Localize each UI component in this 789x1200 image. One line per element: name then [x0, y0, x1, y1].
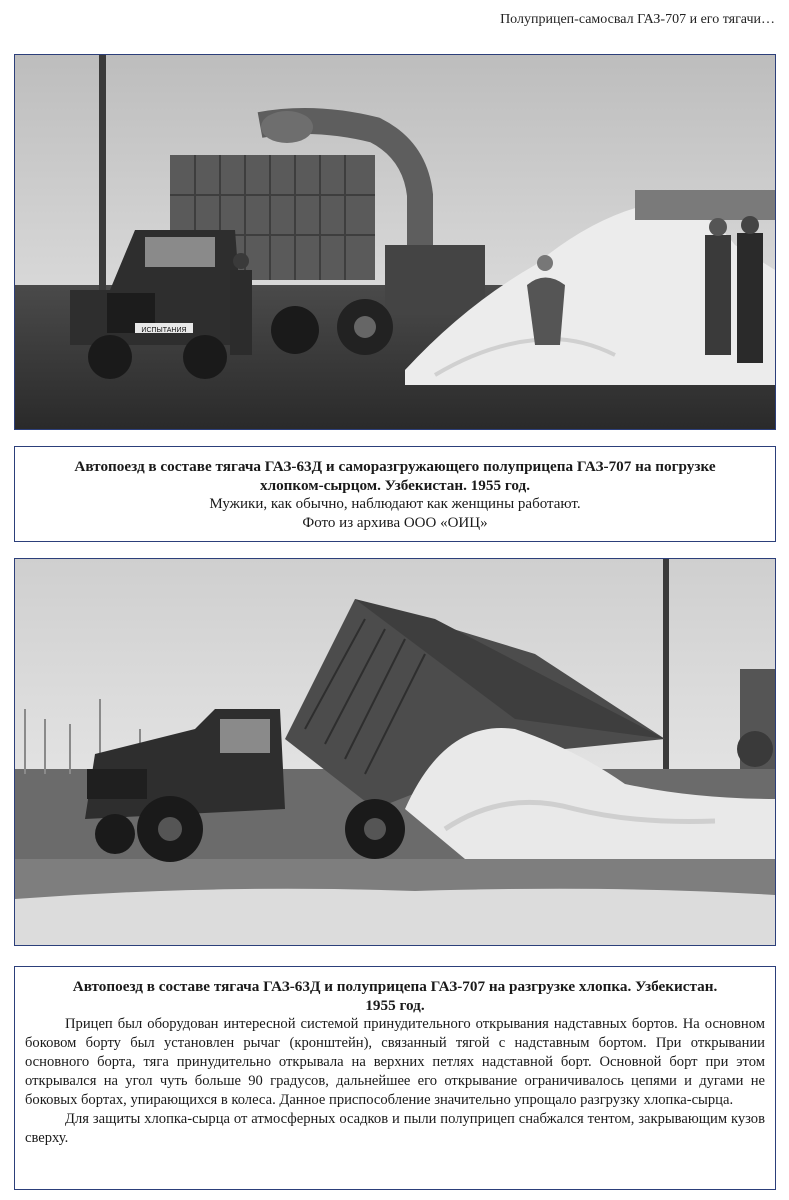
photo-caption-2 [14, 966, 776, 1190]
photo-caption-1 [14, 446, 776, 542]
photo-cotton-unloading-image [15, 559, 775, 945]
caption-2-title: Автопоезд в составе тягача ГАЗ-63Д и полуприцепа ГАЗ-707 на разгрузке хлопка. Узбекистан. 1955 год. [72, 978, 718, 1014]
photo-cotton-loading [14, 54, 776, 430]
caption-2-paragraph-1: Прицеп был оборудован интересной системой принудительного открывания надставных бортов. На основном боковом борту был установлен рычаг (кронштейн), связанный тягой с надставным бортом. При открывании основного борта, тяга принудительно открывала на верхних петлях надставной борт. Основной борт при этом открывался на угол чуть больше 90 градусов, дальнейшее его открывание ограничивалось цепями и дугами не боковых бортах, упирающихся в колеса. Данное приспособление значительно упрощало разгрузку хлопка-сырца. [25, 1016, 765, 1108]
caption-1-title: Автопоезд в составе тягача ГАЗ-63Д и саморазгружающего полуприцепа ГАЗ-707 на погрузке хлопком-сырцом. Узбекистан. 1955 год. [74, 458, 716, 494]
caption-2-paragraph-2: Для защиты хлопка-сырца от атмосферных осадков и пыли полуприцеп снабжался тентом, закрывающим кузов сверху. [25, 1111, 765, 1146]
photo-cotton-unloading [14, 558, 776, 946]
running-header: Полуприцеп-самосвал ГАЗ-707 и его тягачи… [500, 12, 775, 27]
caption-1-line-2: Фото из архива ООО «ОИЦ» [302, 515, 488, 531]
photo-cotton-loading-image [15, 55, 775, 429]
caption-1-line-1: Мужики, как обычно, наблюдают как женщины работают. [209, 496, 581, 512]
truck-plate-text: ИСПЫТАНИЯ [141, 327, 187, 334]
